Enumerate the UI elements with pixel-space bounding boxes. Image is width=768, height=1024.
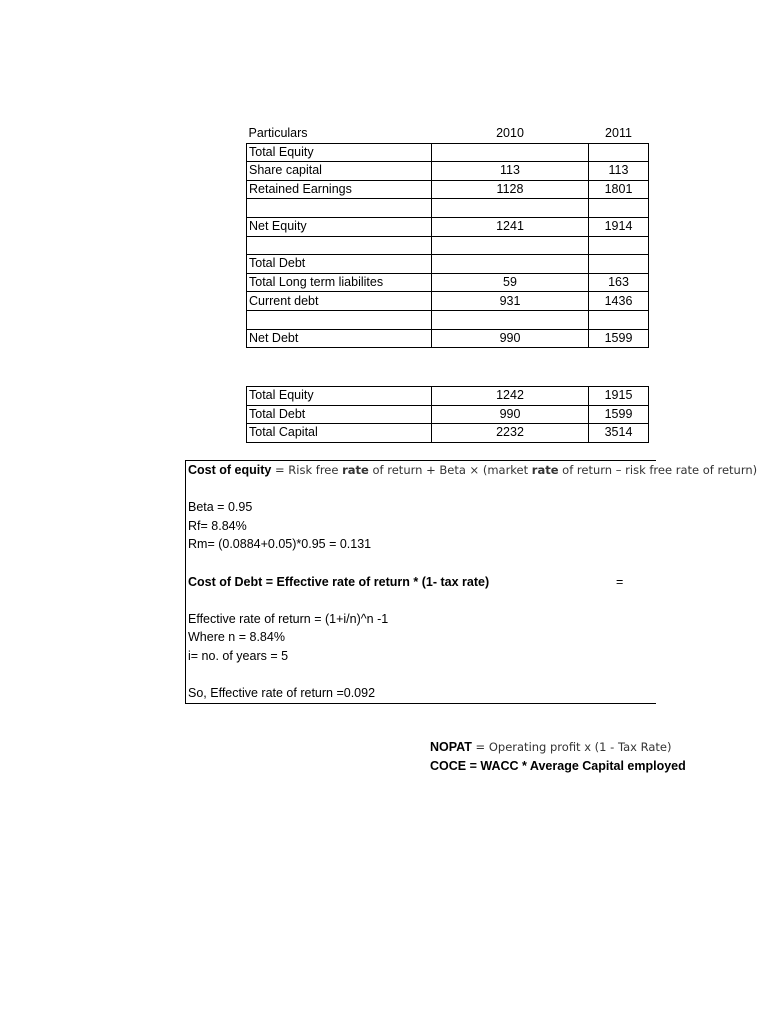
table-row xyxy=(247,273,649,292)
table-header-row xyxy=(247,125,649,143)
row-label: Total Equity xyxy=(247,387,432,406)
rm-line: Rm= (0.0884+0.05)*0.95 = 0.131 xyxy=(188,537,372,552)
row-label: Total Debt xyxy=(247,255,432,274)
header-2010: 2010 xyxy=(496,126,524,141)
row-label: Total Long term liabilites xyxy=(247,273,432,292)
rate-word-2: rate xyxy=(531,463,559,477)
total-capital-table xyxy=(246,386,649,443)
row-label: Net Equity xyxy=(247,217,432,236)
cost-of-debt-equals: = xyxy=(616,574,624,589)
where-n-line: Where n = 8.84% xyxy=(188,630,285,645)
row-label: Total Debt xyxy=(247,405,432,424)
value-2010: 1242 xyxy=(432,387,589,406)
row-label: Total Equity xyxy=(247,143,432,162)
coce-label: COCE xyxy=(430,759,467,773)
value-2011: 1599 xyxy=(589,405,649,424)
value-2011: 1599 xyxy=(589,329,649,348)
row-label: Retained Earnings xyxy=(247,180,432,199)
row-label xyxy=(247,310,432,329)
rf-line: Rf= 8.84% xyxy=(188,518,247,533)
row-label xyxy=(247,199,432,218)
row-label: Share capital xyxy=(247,162,432,181)
value-2011: 113 xyxy=(589,162,649,181)
value-2011 xyxy=(589,255,649,274)
rate-word-1: rate xyxy=(342,463,369,477)
value-2011 xyxy=(589,143,649,162)
formula-box xyxy=(185,460,758,704)
cost-of-equity-mid: of return + Beta × (market xyxy=(368,463,532,477)
nopat-line xyxy=(430,738,672,757)
row-label: Net Debt xyxy=(247,329,432,348)
table-row xyxy=(247,217,649,236)
table-row xyxy=(247,180,649,199)
cost-of-debt-line xyxy=(186,573,656,592)
bottom-formulas xyxy=(430,738,686,776)
row-label: Total Capital xyxy=(247,424,432,443)
cost-of-equity-eq: = Risk free xyxy=(271,463,343,477)
value-2010 xyxy=(432,255,589,274)
cost-of-debt-formula: Cost of Debt = Effective rate of return * (1- tax rate) xyxy=(188,574,490,589)
cost-of-equity-line xyxy=(186,461,758,480)
cost-of-equity-label: Cost of equity xyxy=(188,463,272,477)
row-label: Current debt xyxy=(247,292,432,311)
table-row xyxy=(247,292,649,311)
cost-of-equity-tail: of return – risk free rate of return) xyxy=(558,463,758,477)
beta-line: Beta = 0.95 xyxy=(188,500,253,515)
table-row xyxy=(247,329,649,348)
nopat-eq: = Operating profit x (1 - Tax Rate) xyxy=(471,740,672,754)
value-2011: 1436 xyxy=(589,292,649,311)
value-2011 xyxy=(589,199,649,218)
value-2010: 931 xyxy=(432,292,589,311)
table-row xyxy=(247,387,649,406)
effective-rate-result-line: So, Effective rate of return =0.092 xyxy=(188,686,376,701)
coce-eq: = WACC * Average Capital employed xyxy=(466,759,686,773)
value-2011: 1801 xyxy=(589,180,649,199)
value-2010: 990 xyxy=(432,405,589,424)
table-row xyxy=(247,162,649,181)
value-2011: 163 xyxy=(589,273,649,292)
value-2011 xyxy=(589,236,649,255)
value-2010: 1241 xyxy=(432,217,589,236)
table-row xyxy=(247,143,649,162)
effective-rate-line: Effective rate of return = (1+i/n)^n -1 xyxy=(188,611,389,626)
table-row xyxy=(247,310,649,329)
table-row xyxy=(247,424,649,443)
value-2010: 1128 xyxy=(432,180,589,199)
value-2011 xyxy=(589,310,649,329)
value-2010 xyxy=(432,199,589,218)
coce-line xyxy=(430,757,686,776)
table-row xyxy=(247,405,649,424)
value-2010: 990 xyxy=(432,329,589,348)
value-2010: 59 xyxy=(432,273,589,292)
value-2011: 1915 xyxy=(589,387,649,406)
nopat-label: NOPAT xyxy=(430,740,472,754)
capital-structure-table xyxy=(246,125,649,348)
value-2011: 1914 xyxy=(589,217,649,236)
table-row xyxy=(247,255,649,274)
table-row xyxy=(247,199,649,218)
i-years-line: i= no. of years = 5 xyxy=(188,648,289,663)
header-2011: 2011 xyxy=(605,126,632,141)
table-row xyxy=(247,236,649,255)
value-2010: 2232 xyxy=(432,424,589,443)
value-2011: 3514 xyxy=(589,424,649,443)
value-2010 xyxy=(432,236,589,255)
row-label xyxy=(247,236,432,255)
header-particulars: Particulars xyxy=(248,126,308,141)
value-2010 xyxy=(432,143,589,162)
value-2010: 113 xyxy=(432,162,589,181)
value-2010 xyxy=(432,310,589,329)
